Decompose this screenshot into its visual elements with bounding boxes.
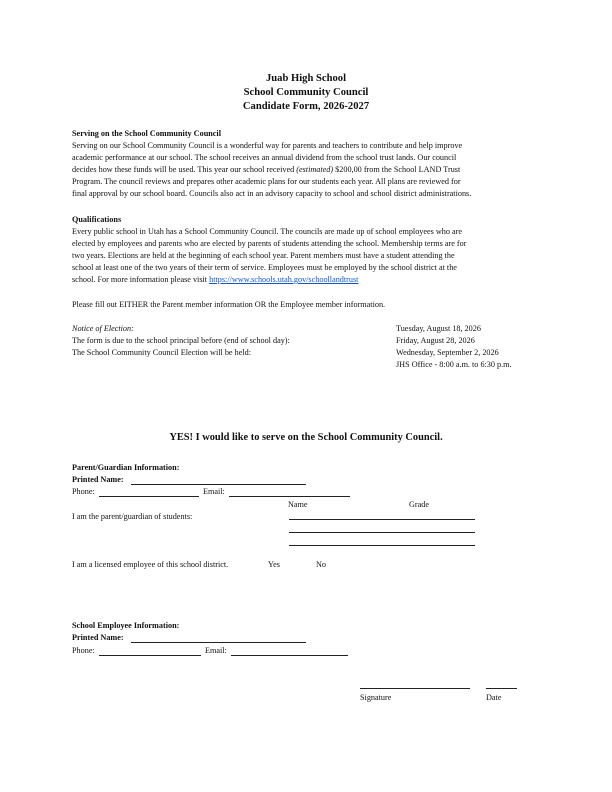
serving-line (72, 164, 460, 176)
qualifications-heading: Qualifications (72, 215, 122, 224)
signature-line[interactable] (360, 688, 470, 689)
employee-phone-label: Phone: (72, 646, 95, 655)
date-line[interactable] (486, 688, 517, 689)
student-line[interactable] (289, 545, 475, 546)
landtrust-link[interactable]: https://www.schools.utah.gov/schoollandtrust (209, 275, 359, 284)
notice-label: Notice of Election: (72, 324, 134, 333)
parent-email-label: Email: (203, 487, 225, 496)
serve-heading: YES! I would like to serve on the School Community Council. (169, 432, 443, 443)
qualifications-line: school at least one of the two years of their term of service. Employees must be employed by the school district at the (72, 263, 457, 272)
qualifications-line: Every public school in Utah has a School Community Council. The councils are made up of school employees who are (72, 227, 463, 236)
due-date: Friday, August 28, 2026 (396, 336, 475, 345)
serving-line: academic performance at our school. The school receives an annual dividend from the school trust lands. Our council (72, 153, 457, 162)
students-label: I am the parent/guardian of students: (72, 512, 193, 521)
signature-label: Signature (360, 693, 392, 702)
yes-option[interactable]: Yes (268, 560, 280, 569)
school-name: Juab High School (265, 73, 347, 84)
held-label: The School Community Council Election will be held: (72, 348, 251, 357)
form-title: Candidate Form, 2026-2027 (242, 101, 370, 112)
serving-line: Serving on our School Community Council is a wonderful way for parents and teachers to contribute and help improve (72, 141, 463, 150)
student-line[interactable] (289, 532, 475, 533)
instruction-text: Please fill out EITHER the Parent member information OR the Employee member information. (72, 300, 386, 309)
no-option[interactable]: No (316, 560, 327, 569)
parent-email-field[interactable] (229, 496, 350, 497)
parent-printed-name-label: Printed Name: (72, 475, 124, 484)
council-name: School Community Council (243, 87, 369, 98)
licensed-employee-question: I am a licensed employee of this school district. (72, 560, 229, 569)
date-label: Date (486, 693, 502, 702)
employee-email-field[interactable] (231, 655, 348, 656)
held-location: JHS Office - 8:00 a.m. to 6:30 p.m. (396, 360, 512, 369)
parent-phone-label: Phone: (72, 487, 95, 496)
employee-printed-name-label: Printed Name: (72, 633, 124, 642)
serving-line-text: decides how these funds will be used. This year our school received (72, 165, 297, 174)
due-label: The form is due to the school principal before (end of school day): (72, 336, 290, 345)
parent-heading: Parent/Guardian Information: (72, 463, 180, 472)
notice-date: Tuesday, August 18, 2026 (396, 324, 481, 333)
employee-printed-name-field[interactable] (131, 642, 306, 643)
employee-email-label: Email: (205, 646, 227, 655)
parent-phone-field[interactable] (99, 496, 199, 497)
qualifications-line-text: school. For more information please visit (72, 275, 210, 284)
estimated-note: (estimated) (296, 165, 334, 174)
qualifications-line: elected by employees and parents who are elected by parents of students attending the school. Membership terms are for (72, 239, 467, 248)
serving-heading: Serving on the School Community Council (72, 129, 221, 138)
student-name-column: Name (288, 500, 308, 509)
employee-phone-field[interactable] (99, 655, 201, 656)
held-date: Wednesday, September 2, 2026 (396, 348, 499, 357)
student-line[interactable] (289, 519, 475, 520)
serving-line: final approval by our school board. Councils also act in an advisory capacity to school and school district administrations. (72, 189, 472, 198)
student-grade-column: Grade (409, 500, 430, 509)
qualifications-line (72, 274, 358, 286)
employee-heading: School Employee Information: (72, 621, 180, 630)
qualifications-line: two years. Elections are held at the beginning of each school year. Parent members must have a student attending the (72, 251, 455, 260)
serving-line-tail: $200,00 from the School LAND Trust (333, 165, 461, 174)
serving-line: Program. The council reviews and prepares other academic plans for our students each year. All plans are reviewed for (72, 177, 461, 186)
parent-printed-name-field[interactable] (131, 484, 306, 485)
